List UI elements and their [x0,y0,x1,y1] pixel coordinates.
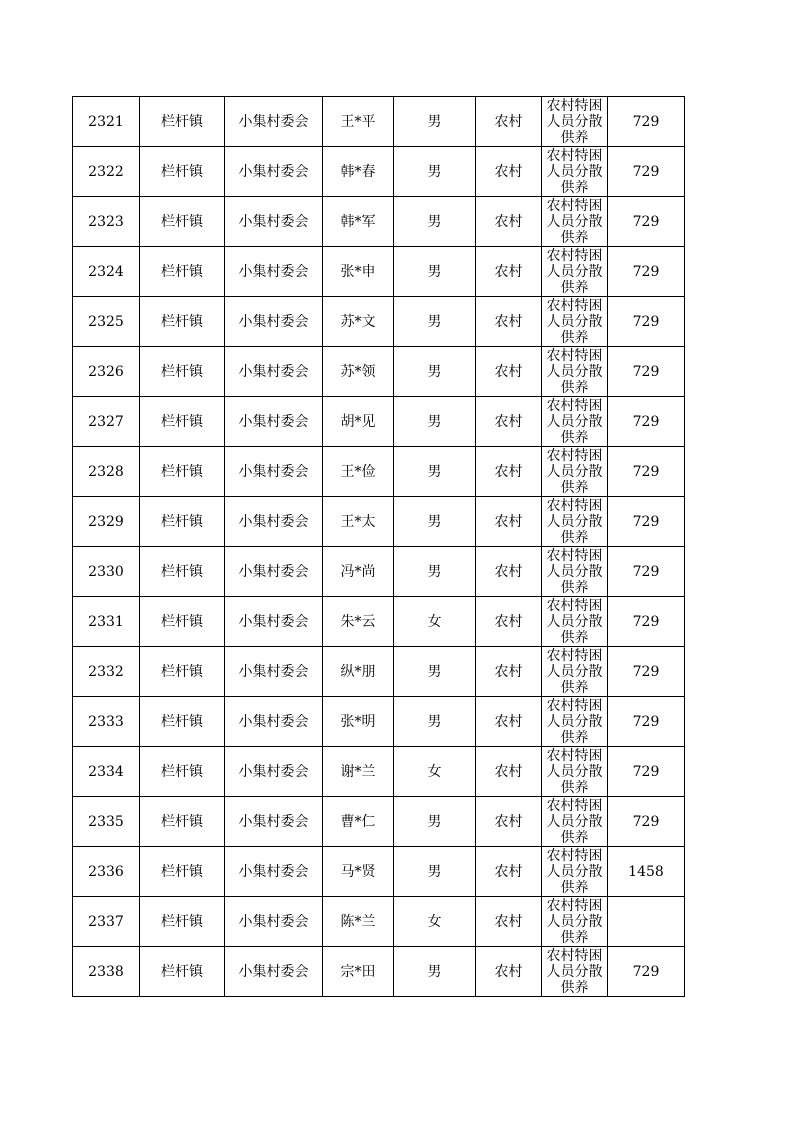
gender-cell: 男 [394,947,476,997]
area-cell: 农村 [476,747,542,797]
name-cell: 王*俭 [323,447,394,497]
area-cell: 农村 [476,497,542,547]
village-cell: 小集村委会 [225,347,323,397]
town-cell: 栏杆镇 [140,647,225,697]
town-cell: 栏杆镇 [140,197,225,247]
category-cell [542,497,608,547]
town-cell: 栏杆镇 [140,947,225,997]
category-text: 农村特困人员分散供养 [546,498,603,546]
row-number-cell: 2334 [73,747,140,797]
gender-cell: 男 [394,197,476,247]
gender-cell: 男 [394,497,476,547]
category-cell [542,447,608,497]
name-cell: 曹*仁 [323,797,394,847]
category-text: 农村特困人员分散供养 [546,898,603,946]
town-cell: 栏杆镇 [140,247,225,297]
area-cell: 农村 [476,847,542,897]
gender-cell: 男 [394,297,476,347]
town-cell: 栏杆镇 [140,397,225,447]
table-body [73,97,685,997]
category-text: 农村特困人员分散供养 [546,548,603,596]
name-cell: 张*申 [323,247,394,297]
row-number-cell: 2330 [73,547,140,597]
category-cell [542,947,608,997]
area-cell: 农村 [476,147,542,197]
village-cell: 小集村委会 [225,547,323,597]
row-number-cell: 2322 [73,147,140,197]
gender-cell: 男 [394,697,476,747]
area-cell: 农村 [476,897,542,947]
gender-cell: 男 [394,347,476,397]
category-text: 农村特困人员分散供养 [546,448,603,496]
area-cell: 农村 [476,397,542,447]
amount-cell [608,897,685,947]
row-number-cell: 2333 [73,697,140,747]
table-row [73,347,685,397]
village-cell: 小集村委会 [225,297,323,347]
table-row [73,197,685,247]
amount-cell: 729 [608,347,685,397]
amount-cell: 729 [608,647,685,697]
amount-cell: 729 [608,197,685,247]
town-cell: 栏杆镇 [140,597,225,647]
amount-cell: 729 [608,697,685,747]
row-number-cell: 2337 [73,897,140,947]
name-cell: 朱*云 [323,597,394,647]
category-cell [542,647,608,697]
table-row [73,847,685,897]
amount-cell: 729 [608,447,685,497]
gender-cell: 男 [394,397,476,447]
row-number-cell: 2323 [73,197,140,247]
amount-cell: 729 [608,947,685,997]
town-cell: 栏杆镇 [140,847,225,897]
category-text: 农村特困人员分散供养 [546,648,603,696]
gender-cell: 男 [394,547,476,597]
table-row [73,697,685,747]
area-cell: 农村 [476,197,542,247]
category-text: 农村特困人员分散供养 [546,798,603,846]
village-cell: 小集村委会 [225,597,323,647]
category-cell [542,97,608,147]
category-text: 农村特困人员分散供养 [546,748,603,796]
category-text: 农村特困人员分散供养 [546,198,603,246]
town-cell: 栏杆镇 [140,747,225,797]
row-number-cell: 2335 [73,797,140,847]
village-cell: 小集村委会 [225,197,323,247]
area-cell: 农村 [476,247,542,297]
name-cell: 纵*朋 [323,647,394,697]
area-cell: 农村 [476,297,542,347]
gender-cell: 男 [394,247,476,297]
area-cell: 农村 [476,647,542,697]
category-cell [542,797,608,847]
amount-cell: 729 [608,97,685,147]
name-cell: 张*明 [323,697,394,747]
name-cell: 王*平 [323,97,394,147]
row-number-cell: 2324 [73,247,140,297]
category-cell [542,397,608,447]
amount-cell: 729 [608,797,685,847]
gender-cell: 男 [394,447,476,497]
gender-cell: 女 [394,897,476,947]
category-cell [542,547,608,597]
category-text: 农村特困人员分散供养 [546,848,603,896]
category-cell [542,747,608,797]
table-row [73,597,685,647]
village-cell: 小集村委会 [225,797,323,847]
category-text: 农村特困人员分散供养 [546,148,603,196]
row-number-cell: 2332 [73,647,140,697]
name-cell: 韩*军 [323,197,394,247]
village-cell: 小集村委会 [225,97,323,147]
gender-cell: 女 [394,747,476,797]
village-cell: 小集村委会 [225,847,323,897]
table-row [73,397,685,447]
row-number-cell: 2321 [73,97,140,147]
town-cell: 栏杆镇 [140,897,225,947]
name-cell: 王*太 [323,497,394,547]
area-cell: 农村 [476,597,542,647]
name-cell: 冯*尚 [323,547,394,597]
village-cell: 小集村委会 [225,947,323,997]
amount-cell: 729 [608,597,685,647]
row-number-cell: 2328 [73,447,140,497]
amount-cell: 729 [608,397,685,447]
name-cell: 陈*兰 [323,897,394,947]
name-cell: 苏*文 [323,297,394,347]
amount-cell: 729 [608,547,685,597]
category-text: 农村特困人员分散供养 [546,98,603,146]
table-row [73,647,685,697]
village-cell: 小集村委会 [225,697,323,747]
category-cell [542,297,608,347]
category-text: 农村特困人员分散供养 [546,598,603,646]
town-cell: 栏杆镇 [140,497,225,547]
town-cell: 栏杆镇 [140,697,225,747]
gender-cell: 男 [394,147,476,197]
village-cell: 小集村委会 [225,397,323,447]
amount-cell: 729 [608,747,685,797]
category-text: 农村特困人员分散供养 [546,348,603,396]
category-text: 农村特困人员分散供养 [546,398,603,446]
table-row [73,497,685,547]
table-row [73,797,685,847]
village-cell: 小集村委会 [225,497,323,547]
gender-cell: 女 [394,597,476,647]
table-row [73,447,685,497]
category-cell [542,847,608,897]
category-cell [542,347,608,397]
name-cell: 胡*见 [323,397,394,447]
table-row [73,147,685,197]
town-cell: 栏杆镇 [140,547,225,597]
category-text: 农村特困人员分散供养 [546,298,603,346]
amount-cell: 729 [608,247,685,297]
table-row [73,247,685,297]
town-cell: 栏杆镇 [140,147,225,197]
name-cell: 宗*田 [323,947,394,997]
amount-cell: 729 [608,147,685,197]
row-number-cell: 2327 [73,397,140,447]
table-row [73,747,685,797]
category-text: 农村特困人员分散供养 [546,248,603,296]
row-number-cell: 2329 [73,497,140,547]
name-cell: 马*贤 [323,847,394,897]
amount-cell: 1458 [608,847,685,897]
area-cell: 农村 [476,947,542,997]
town-cell: 栏杆镇 [140,347,225,397]
village-cell: 小集村委会 [225,447,323,497]
area-cell: 农村 [476,347,542,397]
town-cell: 栏杆镇 [140,797,225,847]
table-row [73,547,685,597]
area-cell: 农村 [476,797,542,847]
gender-cell: 男 [394,97,476,147]
village-cell: 小集村委会 [225,247,323,297]
row-number-cell: 2336 [73,847,140,897]
amount-cell: 729 [608,497,685,547]
row-number-cell: 2338 [73,947,140,997]
roster-table [72,96,685,997]
category-text: 农村特困人员分散供养 [546,948,603,996]
gender-cell: 男 [394,847,476,897]
category-cell [542,597,608,647]
category-cell [542,247,608,297]
area-cell: 农村 [476,697,542,747]
table-row [73,297,685,347]
area-cell: 农村 [476,547,542,597]
table-row [73,97,685,147]
table-row [73,947,685,997]
row-number-cell: 2331 [73,597,140,647]
row-number-cell: 2326 [73,347,140,397]
category-cell [542,897,608,947]
area-cell: 农村 [476,447,542,497]
table-row [73,897,685,947]
row-number-cell: 2325 [73,297,140,347]
category-cell [542,197,608,247]
town-cell: 栏杆镇 [140,97,225,147]
gender-cell: 男 [394,797,476,847]
category-cell [542,147,608,197]
amount-cell: 729 [608,297,685,347]
village-cell: 小集村委会 [225,147,323,197]
gender-cell: 男 [394,647,476,697]
name-cell: 韩*春 [323,147,394,197]
name-cell: 谢*兰 [323,747,394,797]
village-cell: 小集村委会 [225,747,323,797]
town-cell: 栏杆镇 [140,447,225,497]
name-cell: 苏*领 [323,347,394,397]
village-cell: 小集村委会 [225,647,323,697]
category-cell [542,697,608,747]
area-cell: 农村 [476,97,542,147]
village-cell: 小集村委会 [225,897,323,947]
category-text: 农村特困人员分散供养 [546,698,603,746]
town-cell: 栏杆镇 [140,297,225,347]
